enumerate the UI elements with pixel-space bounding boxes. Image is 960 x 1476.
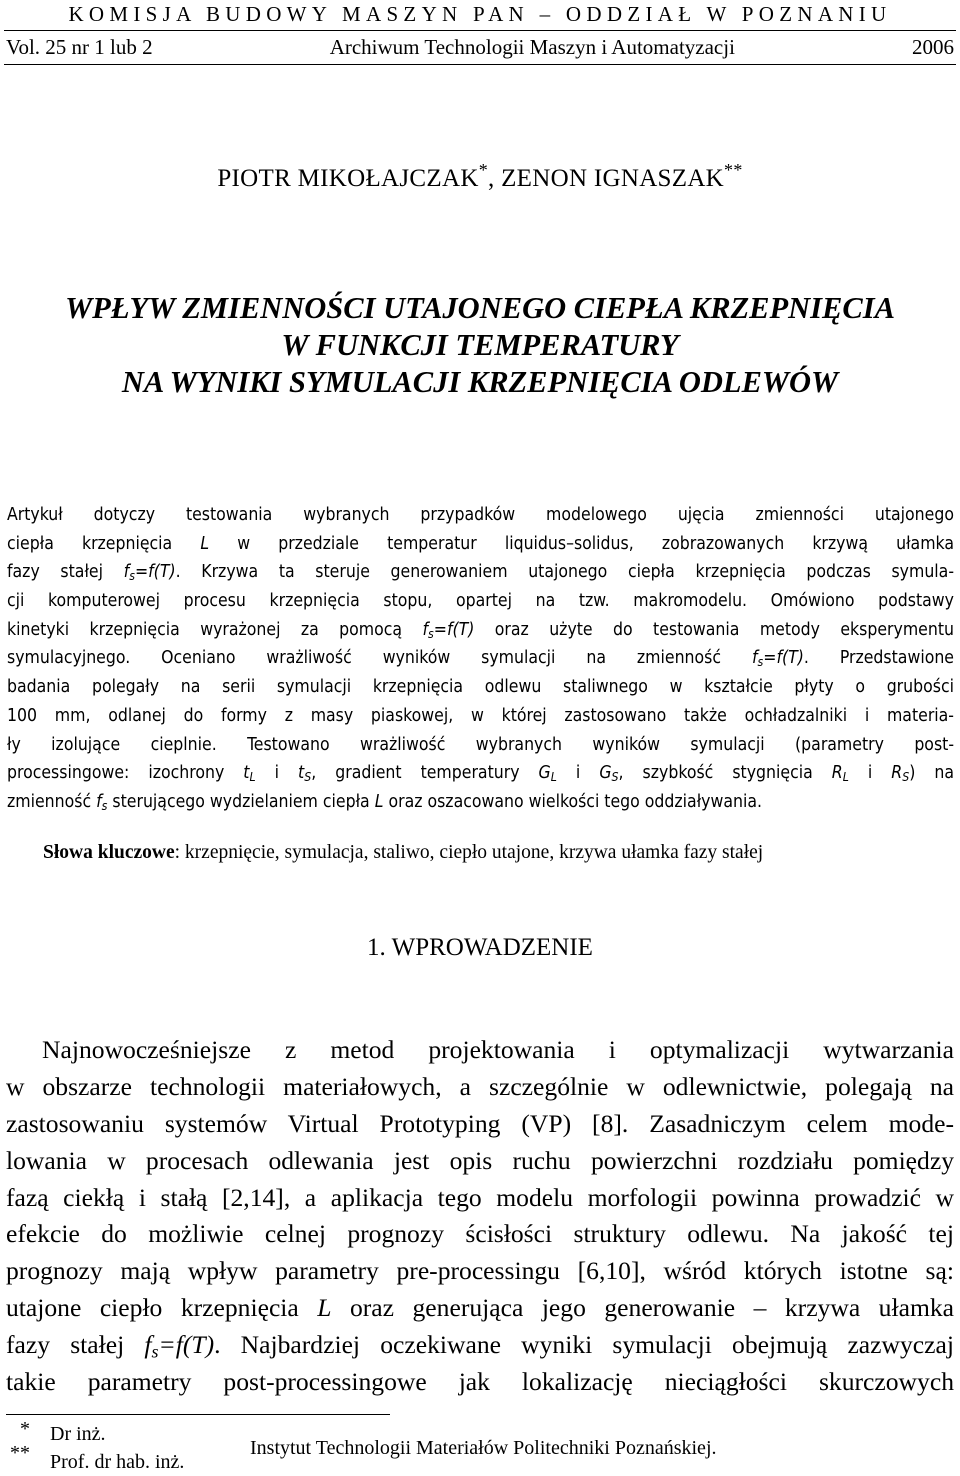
abstract-line: symulacyjnego. Oceniano wrażliwość wyników symulacji na zmienność $f_s=f(T)$. Przedstawione bbox=[7, 648, 954, 670]
body-line: Najnowocześniejsze z metod projektowania i optymalizacji wytwarzania bbox=[42, 1035, 954, 1064]
abstract-line: badania polegały na serii symulacji krzepnięcia odlewu staliwnego w kształcie płyty o grubości bbox=[7, 677, 954, 698]
abstract-line: fazy stałej $f_s=f(T)$. Krzywa ta steruje generowaniem utajonego ciepła krzepnięcia podczas symula- bbox=[7, 562, 954, 584]
journal-row bbox=[6, 35, 954, 60]
journal-name: Archiwum Technologii Maszyn i Automatyzacji bbox=[329, 35, 735, 59]
author-first-mark: * bbox=[478, 160, 488, 180]
abstract-line: cji komputerowej procesu krzepnięcia stopu, opartej na tzw. makromodelu. Omówiono podstawy bbox=[7, 591, 954, 612]
author-first: PIOTR MIKOŁAJCZAK bbox=[217, 165, 479, 192]
volume-label: Vol. 25 nr 1 lub 2 bbox=[6, 35, 153, 59]
footnote-mark-2: ** bbox=[10, 1442, 30, 1464]
paper-title bbox=[0, 290, 960, 401]
body-line: fazą ciekłą i stałą [2,14], a aplikacja tego modelu morfologii powinna prowadzić w bbox=[6, 1182, 954, 1212]
year-label: 2006 bbox=[911, 35, 954, 59]
abstract-line: zmienność $f_s$ sterującego wydzielaniem ciepła L oraz oszacowano wielkości tego oddziaływania. bbox=[7, 791, 763, 813]
keywords-label: Słowa kluczowe bbox=[43, 842, 175, 863]
author-separator: , bbox=[488, 165, 502, 192]
title-line-1: WPŁYW ZMIENNOŚCI UTAJONEGO CIEPŁA KRZEPNIĘCIA bbox=[65, 291, 895, 325]
body-line: efekcie do możliwie celnej prognozy ścisłości struktury odlewu. Na jakość tej bbox=[6, 1219, 954, 1249]
body-text bbox=[6, 1032, 954, 1401]
footnote-institution: Instytut Technologii Materiałów Politechniki Poznańskiej. bbox=[250, 1437, 717, 1459]
body-line: takie parametry post-processingowe jak lokalizację nieciągłości skurczowych bbox=[6, 1367, 954, 1397]
commission-header: KOMISJA BUDOWY MASZYN PAN – ODDZIAŁ W POZNANIU bbox=[68, 2, 892, 26]
abstract-line: processingowe: izochrony $t_L$ i $t_S$, gradient temperatury $G_L$ i $G_S$, szybkość stygnięcia $R_L$ i $R_S$) na bbox=[7, 763, 955, 785]
body-line: prognozy mają wpływ parametry pre-processingu [6,10], wśród których istotne są: bbox=[6, 1256, 954, 1286]
header-rule-bottom bbox=[4, 64, 956, 65]
authors bbox=[0, 160, 960, 193]
abstract-line: Artykuł dotyczy testowania wybranych przypadków modelowego ujęcia zmienności utajonego bbox=[7, 505, 954, 525]
body-line: w obszarze technologii materiałowych, a szczególnie w odlewnictwie, polegają na bbox=[6, 1071, 954, 1101]
body-line: fazy stałej $f_s=f(T)$. Najbardziej oczekiwane wyniki symulacji obejmują zazwyczaj bbox=[6, 1330, 954, 1362]
author-second-mark: ** bbox=[724, 160, 743, 180]
author-second: ZENON IGNASZAK bbox=[501, 165, 725, 192]
body-line: utajone ciepło krzepnięcia L oraz generująca jego generowanie – krzywa ułamka bbox=[6, 1293, 955, 1323]
header-rule-top bbox=[4, 30, 956, 31]
abstract-line: kinetyki krzepnięcia wyrażonej za pomocą $f_s=f(T)$ oraz użyte do testowania metody eksperymentu bbox=[7, 619, 954, 641]
footnote-degree-1: Dr inż. bbox=[50, 1423, 106, 1445]
body-line: lowania w procesach odlewania jest opis ruchu powierzchni rozdziału pomiędzy bbox=[6, 1145, 954, 1175]
abstract-line: ły izolujące cieplnie. Testowano wrażliwość wybranych wyników symulacji (parametry post- bbox=[7, 734, 954, 755]
body-line: zastosowaniu systemów Virtual Prototyping (VP) [8]. Zasadniczym celem mode- bbox=[6, 1108, 954, 1138]
keywords bbox=[43, 842, 763, 864]
title-line-3: NA WYNIKI SYMULACJI KRZEPNIĘCIA ODLEWÓW bbox=[121, 365, 839, 399]
keywords-text: : krzepnięcie, symulacja, staliwo, ciepło utajone, krzywa ułamka fazy stałej bbox=[174, 842, 764, 863]
footnote-rule bbox=[6, 1414, 390, 1415]
footnote-mark-1: * bbox=[20, 1418, 30, 1440]
abstract-line: 100 mm, odlanej do formy z masy piaskowej, w której zastosowano także ochładzalniki i materia- bbox=[7, 705, 954, 726]
abstract bbox=[7, 501, 954, 817]
title-line-2: W FUNKCJI TEMPERATURY bbox=[281, 328, 679, 362]
section-heading: 1. WPROWADZENIE bbox=[367, 934, 593, 961]
footnote-degree-2: Prof. dr hab. inż. bbox=[50, 1451, 185, 1473]
abstract-line: ciepła krzepnięcia L w przedziale temperatur liquidus–solidus, zobrazowanych krzywą ułamka bbox=[7, 533, 955, 554]
